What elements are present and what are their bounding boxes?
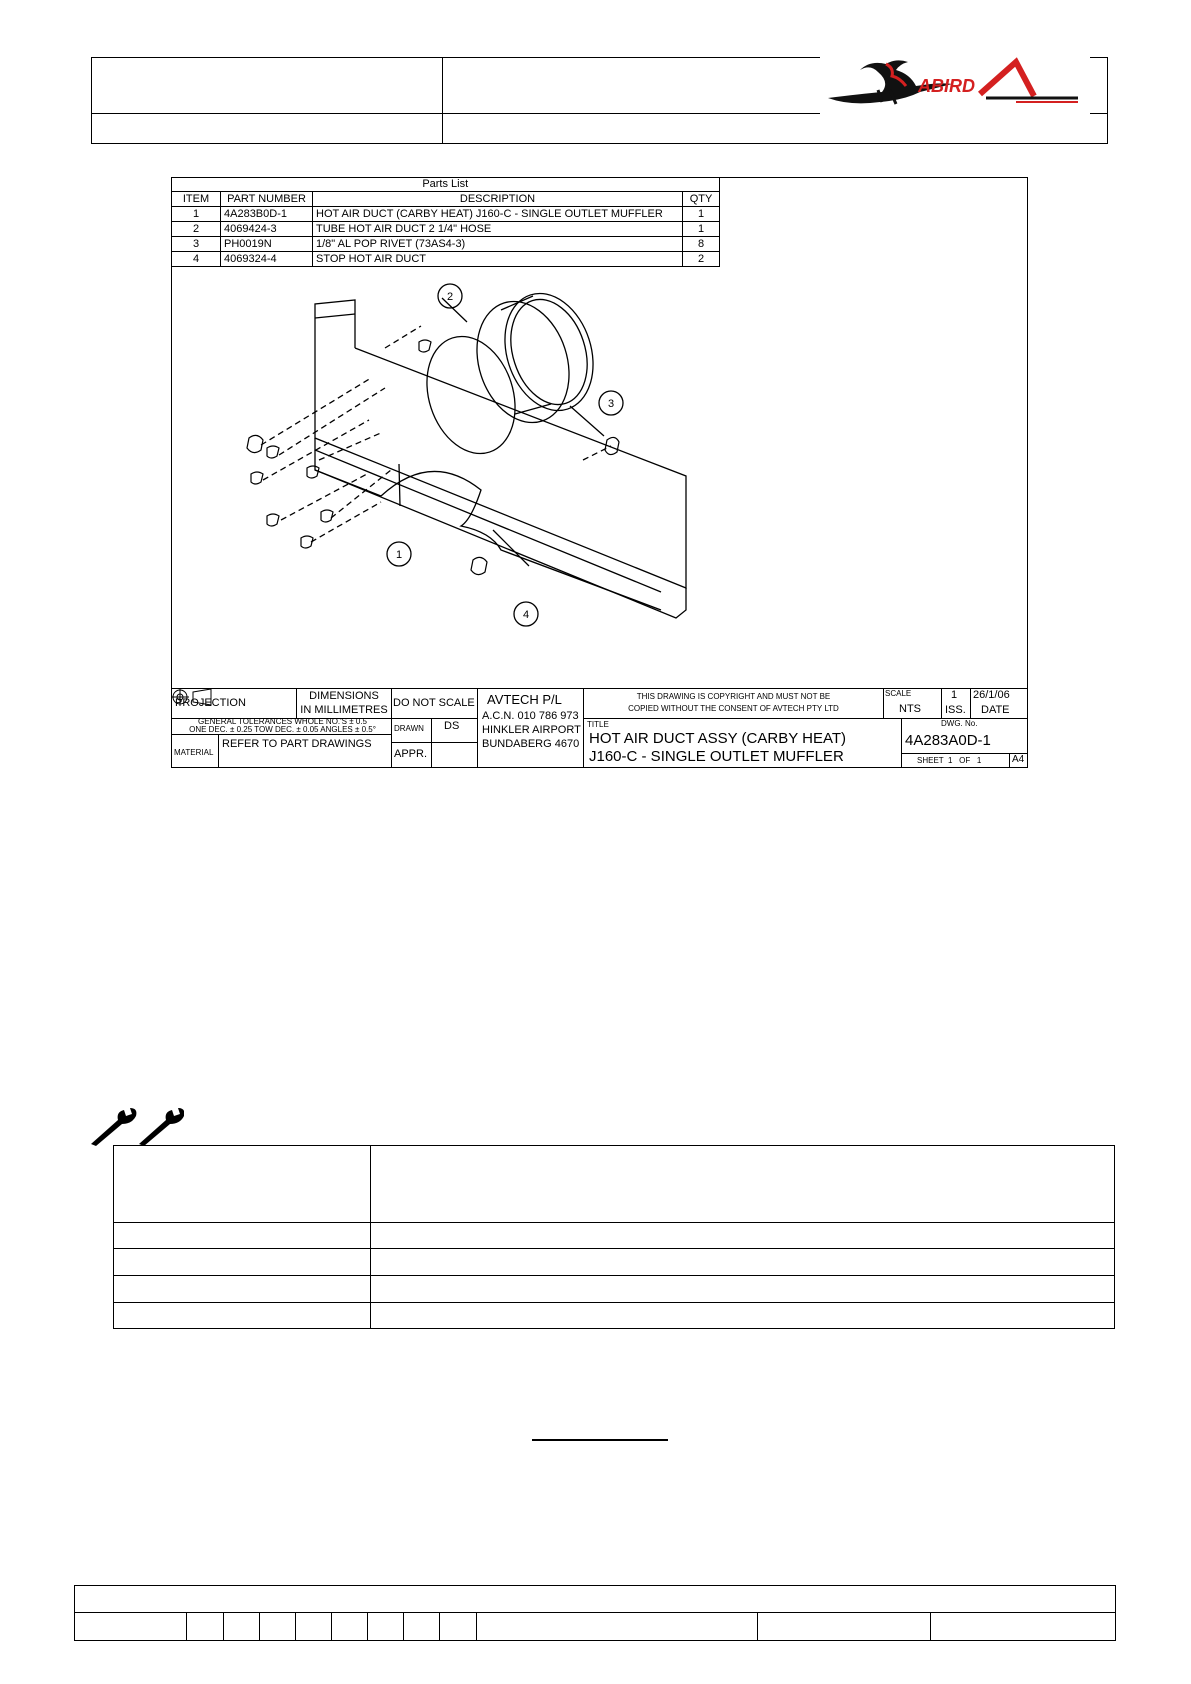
callout-4: 4: [522, 609, 530, 621]
date-value: 26/1/06: [973, 689, 1010, 701]
underline: [532, 1439, 668, 1441]
material-value: REFER TO PART DRAWINGS: [222, 738, 372, 750]
callout-3: 3: [607, 398, 615, 410]
do-not-scale: DO NOT SCALE: [393, 697, 475, 709]
drawn-value: DS: [444, 720, 460, 732]
footer-table: [74, 1585, 1116, 1641]
title-block: PROJECTION DIMENSIONS IN MILLIMETRES DO NOT SCALE AVTECH P/L A.C.N. 010 786 973 HINKLER AIRPORT BUNDABERG 4670 THIS DRAWING IS COPYRIGHT AND MUST NOT BE COPIED WITHOUT THE CONSENT OF AVTECH PTY LTD SCALE NTS 1 ISS. 26/1/06 DATE GENERAL TOLERANCES WHOLE NO.'S ± 0.5 ONE DEC. ± 0.25 TOW DEC. ± 0.05 ANGLES ± 0.5° MATERIAL REFER TO PART DRAWINGS DRAWN DS APPR. TITLE HOT AIR DUCT ASSY (CARBY HEAT) J160-C - SINGLE OUTLET MUFFLER DWG. No. 4A283A0D-1 SHEET 1 OF 1 A4: [171, 688, 1028, 768]
drawing-number: 4A283A0D-1: [905, 732, 991, 749]
scale-value: NTS: [899, 703, 921, 715]
table-row: 2 4069424-3 TUBE HOT AIR DUCT 2 1/4" HOSE 1: [172, 222, 720, 237]
svg-text:ABIRD: ABIRD: [918, 76, 975, 96]
col-description: DESCRIPTION: [313, 192, 683, 207]
company-name: AVTECH P/L: [487, 692, 562, 707]
wrench-icon: [88, 1108, 184, 1146]
table-row: 1 4A283B0D-1 HOT AIR DUCT (CARBY HEAT) J160-C - SINGLE OUTLET MUFFLER 1: [172, 207, 720, 222]
projection-label: PROJECTION: [175, 697, 246, 709]
callout-2: 2: [446, 291, 454, 303]
callout-1: 1: [395, 549, 403, 561]
drawing-title-1: HOT AIR DUCT ASSY (CARBY HEAT): [589, 730, 847, 747]
drawing-title-2: J160-C - SINGLE OUTLET MUFFLER: [589, 748, 844, 765]
sabre-logo: [820, 52, 1090, 114]
assembly-drawing: [171, 270, 1028, 680]
parts-list-title: Parts List: [172, 177, 720, 192]
table-row: 3 PH0019N 1/8" AL POP RIVET (73AS4-3) 8: [172, 237, 720, 252]
tools-table: [113, 1145, 1115, 1329]
table-row: 4 4069324-4 STOP HOT AIR DUCT 2: [172, 252, 720, 267]
col-item: ITEM: [172, 192, 221, 207]
col-qty: QTY: [683, 192, 720, 207]
parts-list-table: [171, 177, 720, 267]
col-part-number: PART NUMBER: [221, 192, 313, 207]
